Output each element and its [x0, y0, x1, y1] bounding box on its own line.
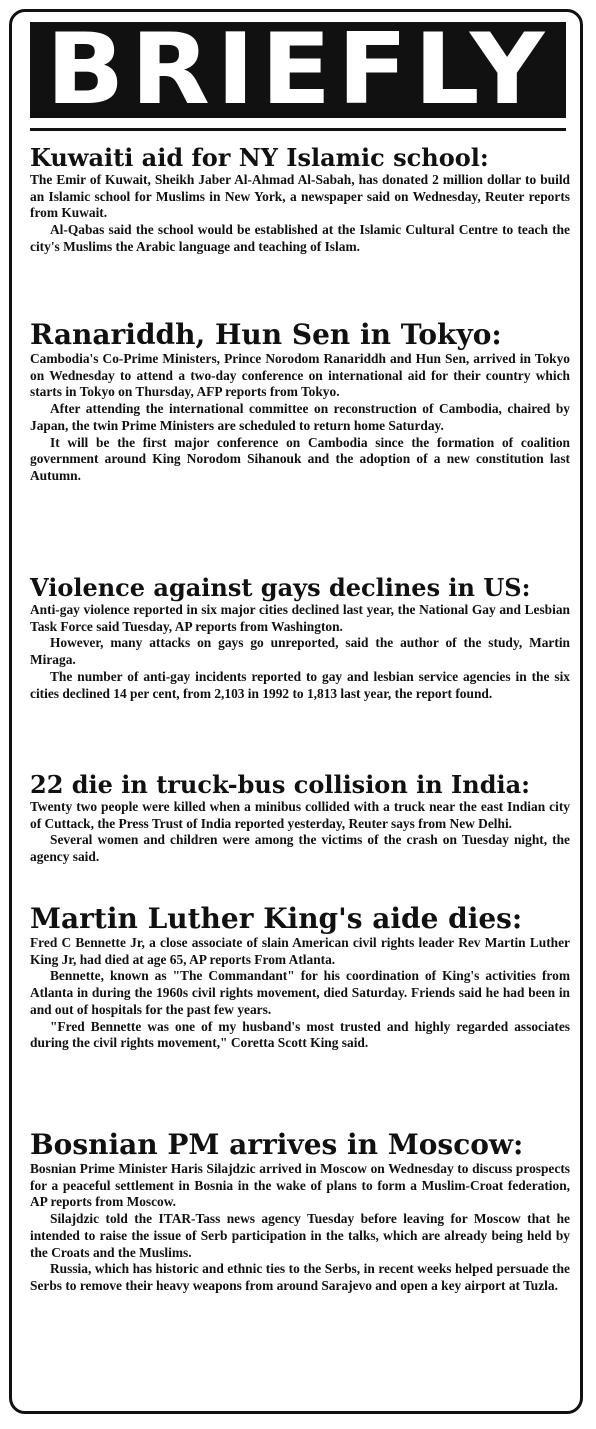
story-paragraph: Several women and children were among the victims of the crash on Tuesday night, the agency said. — [30, 832, 570, 865]
story-paragraph: Al-Qabas said the school would be established at the Islamic Cultural Centre to teach the city's Muslims the Arabic language and teaching of Islam. — [30, 222, 570, 254]
masthead-title: BRIEFLY — [45, 13, 551, 127]
story-ranariddh-hun-sen — [30, 319, 570, 485]
story-bosnian-pm-moscow — [30, 1129, 570, 1295]
story-paragraph: The number of anti-gay incidents reported to gay and lesbian service agencies in the six cities declined 14 per cent, from 2,103 in 1992 to 1,813 last year, the report found. — [30, 668, 570, 701]
story-kuwaiti-aid — [30, 143, 570, 256]
story-violence-against-gays — [30, 573, 570, 702]
story-headline: Ranariddh, Hun Sen in Tokyo: — [30, 318, 502, 351]
story-headline: Kuwaiti aid for NY Islamic school: — [30, 143, 489, 172]
story-headline: Martin Luther King's aide dies: — [30, 902, 523, 935]
masthead-banner — [30, 13, 566, 127]
story-headline: Violence against gays declines in US: — [30, 573, 531, 602]
story-paragraph: Bennette, known as "The Commandant" for his coordination of King's activities from Atlanta in during the 1960s civil rights movement, died Saturday. Friends said he had been in and out of hospitals for the past few years. — [30, 968, 570, 1017]
story-paragraph: However, many attacks on gays go unreported, said the author of the study, Martin Miraga. — [30, 635, 570, 668]
story-paragraph: The Emir of Kuwait, Sheikh Jaber Al-Ahmad Al-Sabah, has donated 2 million dollar to build an Islamic school for Muslims in New York, a newspaper said on Wednesday, Reuter reports from Kuwait. — [30, 172, 570, 221]
story-paragraph: It will be the first major conference on Cambodia since the formation of coalition government around King Norodom Sihanouk and the adoption of a new constitution last Autumn. — [30, 434, 570, 483]
story-paragraph: Cambodia's Co-Prime Ministers, Prince Norodom Ranariddh and Hun Sen, arrived in Tokyo on Wednesday to attend a two-day conference on international aid for their country which starts in Tokyo on Thursday, AFP reports from Tokyo. — [30, 351, 570, 400]
story-paragraph: Anti-gay violence reported in six major cities declined last year, the National Gay and Lesbian Task Force said Tuesday, AP reports from Washington. — [30, 602, 570, 634]
story-headline: Bosnian PM arrives in Moscow: — [30, 1128, 524, 1161]
story-paragraph: After attending the international committee on reconstruction of Cambodia, chaired by Japan, the twin Prime Ministers are scheduled to return home Saturday. — [30, 401, 570, 433]
story-paragraph: Twenty two people were killed when a minibus collided with a truck near the east Indian city of Cuttack, the Press Trust of India reported yesterday, Reuter says from New Delhi. — [30, 799, 570, 831]
masthead-rule — [30, 128, 566, 131]
briefly-box — [9, 9, 583, 1414]
story-headline: 22 die in truck-bus collision in India: — [30, 770, 531, 799]
story-paragraph: Fred C Bennette Jr, a close associate of slain American civil rights leader Rev Martin Luther King Jr, had died at age 65, AP reports From Atlanta. — [30, 935, 570, 967]
story-king-aide-dies — [30, 903, 570, 1052]
story-paragraph: Bosnian Prime Minister Haris Silajdzic arrived in Moscow on Wednesday to discuss prospects for a peaceful settlement in Bosnia in the wake of plans to form a Muslim-Croat federation, AP reports from Moscow. — [30, 1161, 570, 1210]
story-paragraph: Russia, which has historic and ethnic ties to the Serbs, in recent weeks helped persuade the Serbs to remove their heavy weapons from around Sarajevo and open a key airport at Tuzla. — [30, 1261, 570, 1293]
story-truck-bus-collision — [30, 770, 570, 866]
story-paragraph: "Fred Bennette was one of my husband's most trusted and highly regarded associates during the civil rights movement," Coretta Scott King said. — [30, 1018, 570, 1051]
story-paragraph: Silajdzic told the ITAR-Tass news agency Tuesday before leaving for Moscow that he intended to raise the issue of Serb participation in the talks, which are already being held by the Croats and the Muslims. — [30, 1211, 570, 1260]
